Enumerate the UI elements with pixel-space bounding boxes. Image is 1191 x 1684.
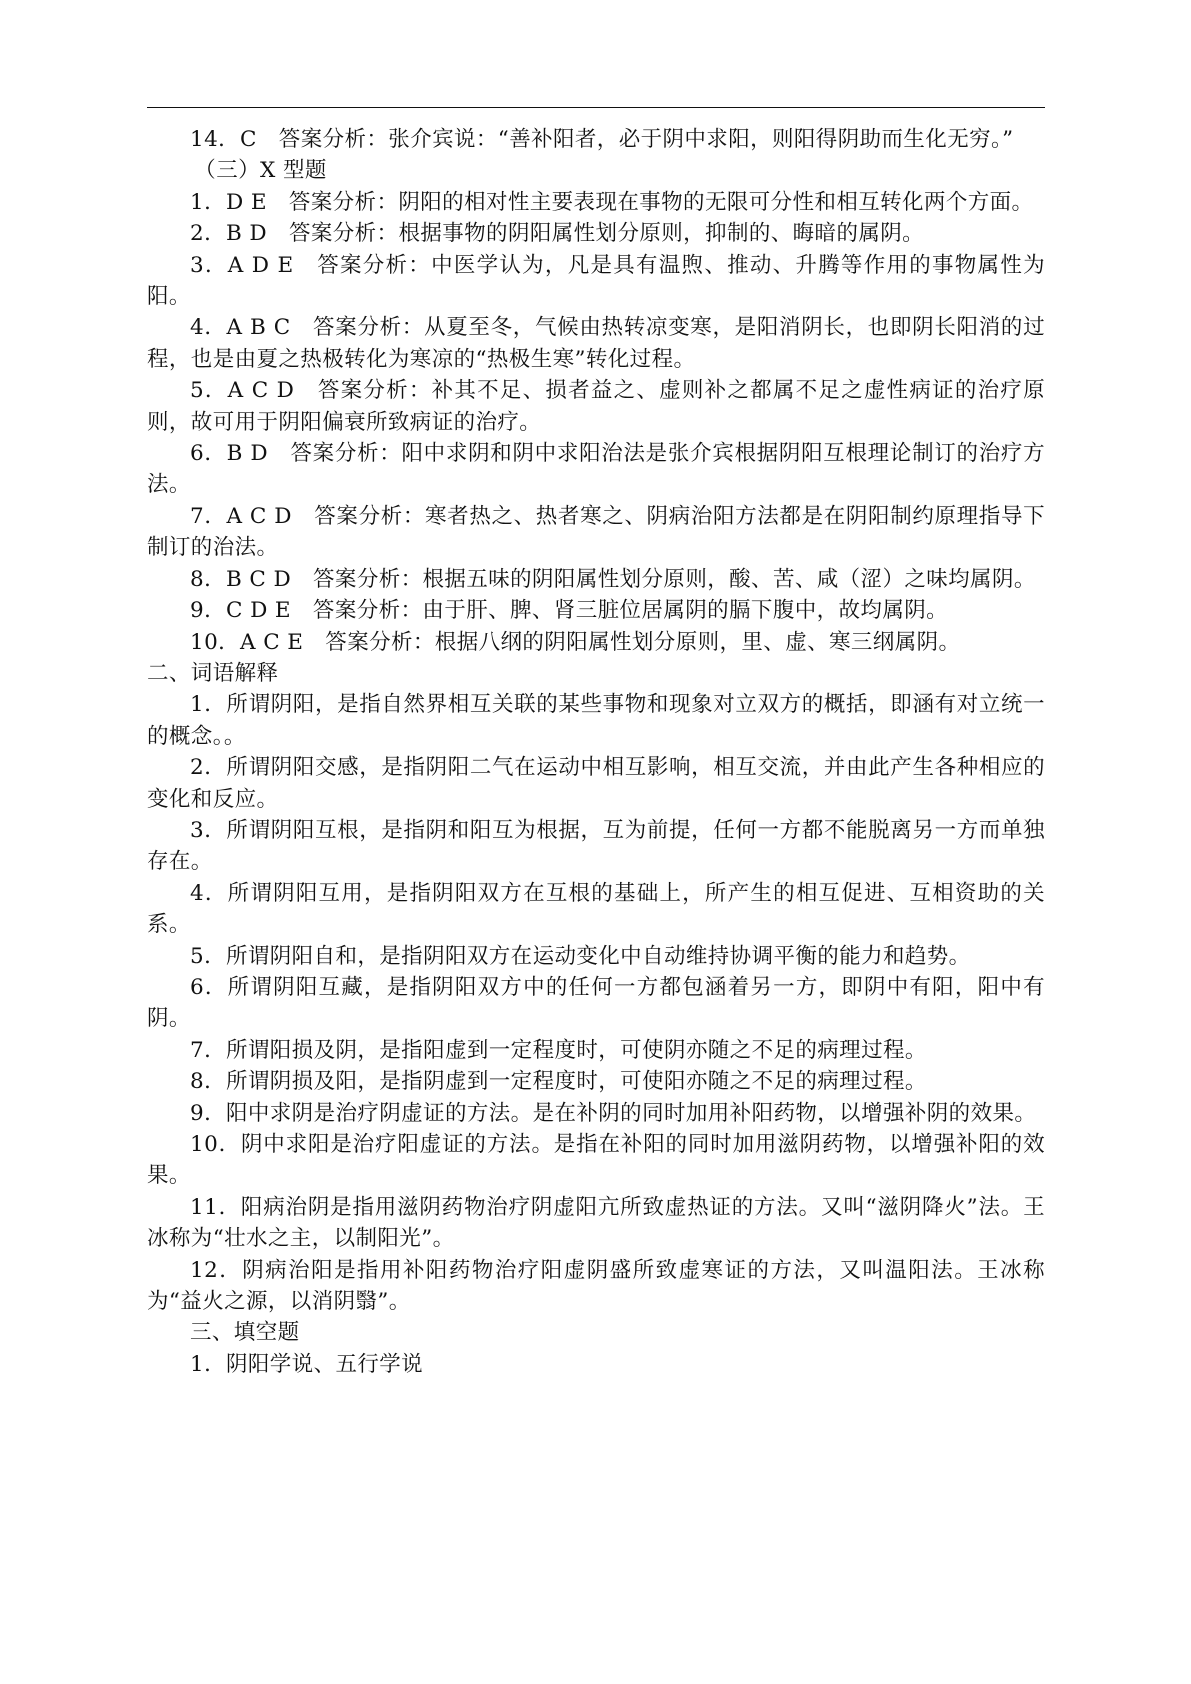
answer-item-x-1: 1．D E 答案分析：阴阳的相对性主要表现在事物的无限可分性和相互转化两个方面。 [190,189,1034,215]
term-item-5: 5．所谓阴阳自和，是指阴阳双方在运动变化中自动维持协调平衡的能力和趋势。 [190,943,971,969]
term-item-4: 4．所谓阴阳互用，是指阴阳双方在互根的基础上，所产生的相互促进、互相资助的关系。 [147,880,1045,938]
answer-item-x-10: 10．A C E 答案分析：根据八纲的阴阳属性划分原则，里、虚、寒三纲属阴。 [190,629,961,655]
term-item-10: 10．阴中求阳是治疗阳虚证的方法。是指在补阳的同时加用滋阴药物，以增强补阳的效果。 [147,1132,1045,1189]
section-heading-x-type: （三）X 型题 [194,158,327,184]
answer-item-x-8: 8．B C D 答案分析：根据五味的阴阳属性划分原则，酸、苦、咸（涩）之味均属阴。 [190,566,1036,592]
answer-item-x-6: 6．B D 答案分析：阳中求阴和阴中求阳治法是张介宾根据阴阳互根理论制订的治疗方法。 [147,441,1045,498]
fill-item-1: 1．阴阳学说、五行学说 [190,1351,424,1377]
term-item-11: 11．阳病治阴是指用滋阴药物治疗阴虚阳亢所致虚热证的方法。又叫“滋阴降火”法。王冰称为“壮水之主，以制阳光”。 [147,1194,1045,1252]
answer-item-x-4: 4．A B C 答案分析：从夏至冬，气候由热转凉变寒，是阳消阴长，也即阴长阳消的过程，也是由夏之热极转化为寒凉的“热极生寒”转化过程。 [147,315,1045,372]
term-item-3: 3．所谓阴阳互根，是指阴和阳互为根据，互为前提，任何一方都不能脱离另一方而单独存在。 [147,817,1045,875]
answer-item-x-9: 9．C D E 答案分析：由于肝、脾、肾三脏位居属阴的膈下腹中，故均属阴。 [190,598,949,624]
answer-item-x-7: 7．A C D 答案分析：寒者热之、热者寒之、阴病治阳方法都是在阴阳制约原理指导下制订的治法。 [147,503,1045,561]
term-item-2: 2．所谓阴阳交感，是指阴阳二气在运动中相互影响，相互交流，并由此产生各种相应的变化和反应。 [147,755,1045,812]
term-item-7: 7．所谓阳损及阴，是指阳虚到一定程度时，可使阴亦随之不足的病理过程。 [190,1037,927,1063]
header-rule [147,107,1045,108]
section-heading-fill-blank: 三、填空题 [190,1320,300,1346]
section-heading-terms: 二、词语解释 [147,660,279,686]
term-item-1: 1．所谓阴阳，是指自然界相互关联的某些事物和现象对立双方的概括，即涵有对立统一的概念。。 [147,692,1045,749]
answer-item-mc-14: 14．C 答案分析：张介宾说：“善补阳者，必于阴中求阳，则阳得阴助而生化无穷。” [190,127,1014,152]
answer-item-x-3: 3．A D E 答案分析：中医学认为，凡是具有温煦、推动、升腾等作用的事物属性为阳。 [147,252,1045,310]
term-item-6: 6．所谓阴阳互藏，是指阴阳双方中的任何一方都包涵着另一方，即阴中有阳，阳中有阴。 [147,974,1045,1032]
term-item-8: 8．所谓阴损及阳，是指阴虚到一定程度时，可使阳亦随之不足的病理过程。 [190,1069,927,1095]
answer-item-x-2: 2．B D 答案分析：根据事物的阴阳属性划分原则，抑制的、晦暗的属阴。 [190,221,925,247]
answer-item-x-5: 5．A C D 答案分析：补其不足、损者益之、虚则补之都属不足之虚性病证的治疗原则，故可用于阴阳偏衰所致病证的治疗。 [147,378,1045,435]
term-item-12: 12．阴病治阳是指用补阳药物治疗阳虚阴盛所致虚寒证的方法，又叫温阳法。王冰称为“益火之源，以消阴翳”。 [147,1257,1045,1315]
term-item-9: 9．阳中求阴是治疗阴虚证的方法。是在补阴的同时加用补阳药物，以增强补阴的效果。 [190,1100,1037,1126]
page-content [147,124,1045,1380]
